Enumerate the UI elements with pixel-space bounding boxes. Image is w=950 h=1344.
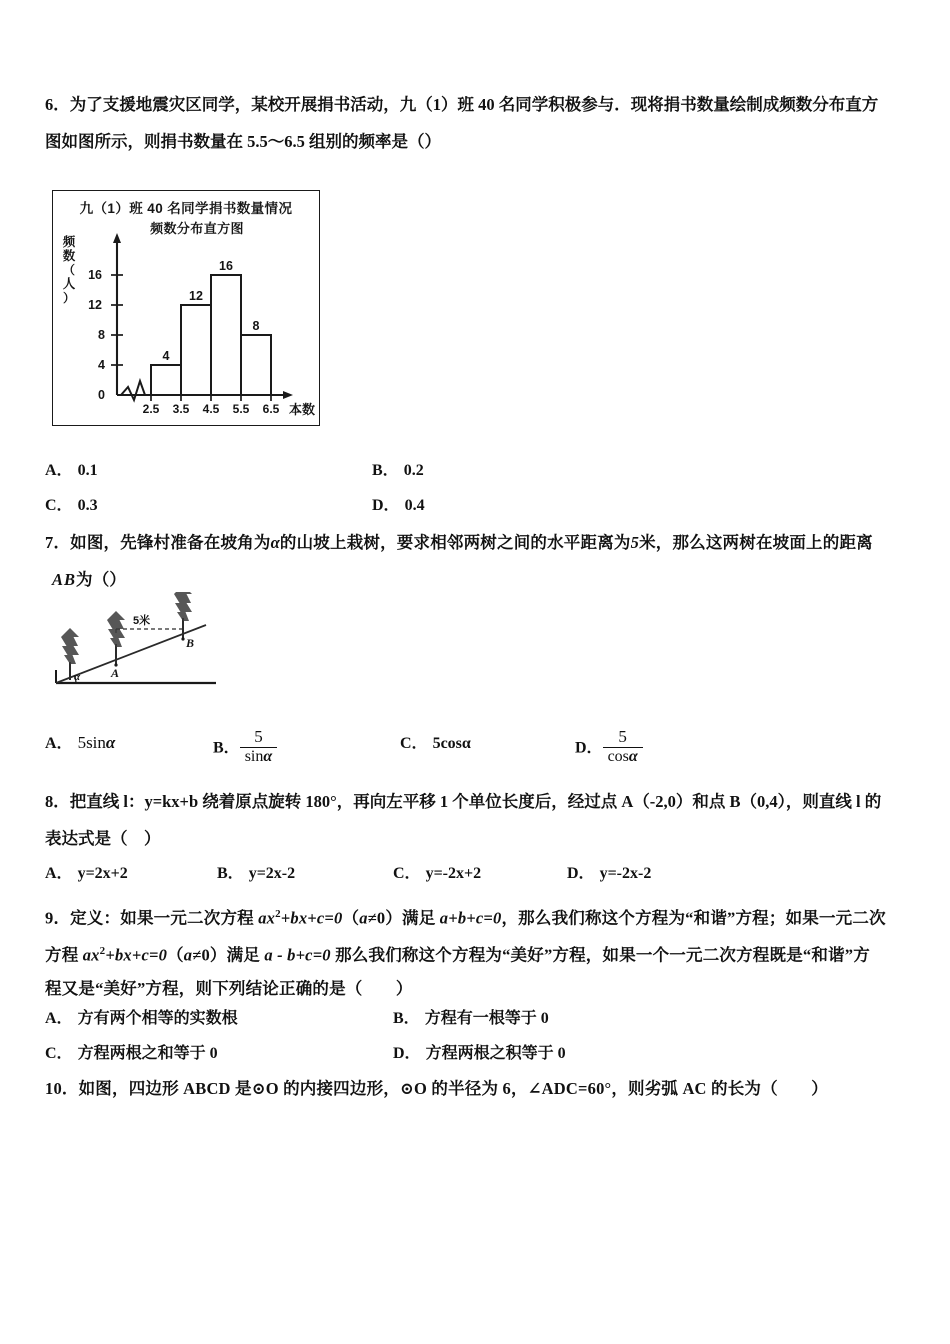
q9-l1-part-a: 9．定义：如果一元二次方程	[45, 908, 259, 928]
option-b-label: B．	[213, 739, 240, 757]
question-9-stem-line-3: 程又是“美好”方程，则下列结论正确的是（ ）	[45, 979, 413, 998]
question-8-line-2: 表达式是（ ）	[45, 829, 161, 848]
option-b-numerator: 5	[240, 728, 278, 748]
q9-l2-eq-a: ax	[82, 945, 100, 965]
option-d-fraction	[603, 728, 643, 766]
option-a-value: 方有两个相等的实数根	[77, 1010, 238, 1027]
question-7-stem-line-1	[45, 524, 873, 561]
slope-distance-label: 5米	[133, 615, 151, 627]
question-9-stem-line-2	[45, 933, 870, 974]
question-8-line-1: 8．把直线 l：y=kx+b 绕着原点旋转 180°，再向左平移 1 个单位长度后，经过点 A（-2,0）和点 B（0,4），则直线 l 的	[45, 792, 882, 811]
q9-l2-part-d: 那么我们称这个方程为“美好”方程，如果一个一元二次方程既是“和谐”方	[330, 945, 870, 965]
option-b-value: 0.2	[403, 462, 424, 479]
option-a-label: A．	[45, 735, 73, 752]
option-b-fraction	[240, 728, 278, 766]
histogram-bar-label-3: 16	[219, 259, 233, 273]
option-a-value: y=2x+2	[77, 865, 128, 882]
histogram-x-tick-4-5: 4.5	[202, 402, 220, 416]
question-9-option-b[interactable]	[393, 1005, 549, 1028]
q9-l2-eq-b: +bx+c=0	[105, 945, 168, 965]
question-6-option-b[interactable]	[372, 457, 424, 480]
q7-distance-number: 5	[630, 533, 640, 552]
q9-l2-part-b: （	[167, 945, 184, 965]
option-a-label: A．	[45, 1010, 73, 1027]
option-b-value: 方程有一根等于 0	[424, 1010, 549, 1027]
q9-l1-part-c: ≠0）满足	[367, 908, 440, 928]
y-axis-char-1: 数	[62, 249, 76, 263]
q7-text-part-b: 的山坡上栽树，要求相邻两树之间的水平距离为	[279, 533, 631, 552]
histogram-y-tick-16: 16	[88, 268, 102, 282]
option-d-label: D．	[393, 1045, 421, 1062]
option-a-label: A．	[45, 462, 73, 479]
option-d-den-alpha: α	[628, 747, 638, 765]
q9-l1-eq-a: ax	[258, 908, 276, 928]
histogram-y-tick-4: 4	[98, 358, 105, 372]
option-b-den-alpha: α	[263, 747, 273, 765]
option-d-value: 0.4	[404, 497, 425, 514]
question-9-option-d[interactable]	[393, 1040, 566, 1063]
histogram-svg	[81, 231, 317, 421]
question-8-option-b[interactable]	[217, 860, 295, 883]
option-c-label: C．	[45, 1045, 73, 1062]
q9-l2-part-a: 方程	[45, 945, 83, 965]
y-axis-char-3: 人	[62, 277, 76, 291]
figure-frequency-histogram	[52, 190, 320, 426]
question-6-line-1: 6．为了支援地震灾区同学，某校开展捐书活动，九（1）班 40 名同学积极参与．现将捐书数量绘制成频数分布直方	[45, 95, 879, 114]
option-c-value: 0.3	[77, 497, 98, 514]
histogram-y-tick-0: 0	[98, 388, 105, 402]
option-a-value: 0.1	[77, 462, 98, 479]
figure-slope-with-trees	[38, 592, 253, 697]
histogram-y-axis-label	[59, 235, 79, 305]
option-b-denominator	[240, 748, 278, 766]
question-9-option-c[interactable]	[45, 1040, 218, 1063]
question-8-stem	[45, 783, 923, 857]
q9-l1-part-b: （	[342, 908, 360, 928]
option-a-value: 5sin	[77, 733, 106, 752]
option-b-label: B．	[393, 1010, 420, 1027]
q9-l2-var-a: a	[183, 945, 193, 965]
option-d-label: D．	[575, 739, 603, 757]
option-c-label: C．	[400, 735, 428, 752]
option-c-label: C．	[393, 865, 421, 882]
q7-alpha-symbol: α	[270, 533, 280, 552]
option-a-label: A．	[45, 865, 73, 882]
histogram-x-tick-3-5: 3.5	[172, 402, 190, 416]
option-b-label: B．	[372, 462, 399, 479]
q9-l1-eq-b: +bx+c=0	[280, 908, 343, 928]
question-7-option-c[interactable]	[400, 730, 471, 753]
q7-segment-ab: AB	[52, 570, 77, 589]
question-10-stem-line-1: 10．如图，四边形 ABCD 是⊙O 的内接四边形，⊙O 的半径为 6，∠ADC=60°，则劣弧 AC 的长为（ ）	[45, 1079, 828, 1098]
option-b-den-text: sin	[244, 747, 264, 765]
question-9-stem-line-1	[45, 896, 886, 937]
histogram-y-tick-12: 12	[88, 298, 102, 312]
histogram-x-tick-5-5: 5.5	[232, 402, 250, 416]
question-8-option-d[interactable]	[567, 860, 651, 883]
q7-text-part-c: 米，那么这两树在坡面上的距离	[639, 533, 873, 552]
slope-diagram-svg	[38, 592, 253, 697]
question-9-option-a[interactable]	[45, 1005, 238, 1028]
question-6-option-d[interactable]	[372, 492, 425, 515]
option-d-label: D．	[372, 497, 400, 514]
option-b-value: y=2x-2	[248, 865, 296, 882]
histogram-y-tick-8: 8	[98, 328, 105, 342]
option-c-value: y=-2x+2	[425, 865, 482, 882]
option-d-numerator: 5	[603, 728, 643, 748]
question-7-option-d[interactable]	[575, 727, 643, 768]
question-6-option-c[interactable]	[45, 492, 98, 515]
slope-point-label-a: A	[111, 666, 120, 680]
q7-line2-rest: 为（）	[76, 570, 127, 589]
q9-l2-superscript: 2	[99, 945, 106, 957]
question-7-option-b[interactable]	[213, 727, 277, 768]
q9-l1-var-a: a	[359, 908, 368, 928]
question-6-line-2: 图如图所示，则捐书数量在 5.5～6.5 组别的频率是（）	[45, 132, 441, 151]
question-7-options-row	[45, 726, 925, 766]
question-8-option-a[interactable]	[45, 860, 128, 883]
histogram-title-line-1: 九（1）班 40 名同学捐书数量情况	[79, 201, 293, 216]
histogram-bar-label-2: 12	[189, 289, 203, 303]
histogram-bar-label-1: 4	[162, 349, 170, 363]
slope-angle-label-alpha: α	[74, 671, 81, 683]
histogram-plot-area	[81, 231, 317, 421]
question-8-option-c[interactable]	[393, 860, 481, 883]
y-axis-char-0: 频	[62, 235, 76, 249]
option-d-denominator	[603, 748, 643, 766]
option-c-label: C．	[45, 497, 73, 514]
option-c-value: 方程两根之和等于 0	[77, 1045, 218, 1062]
q9-l1-part-d: ，那么我们称这个方程为“和谐”方程；如果一元二次	[501, 908, 886, 928]
histogram-title-line-2: 频数分布直方图	[150, 221, 244, 236]
y-axis-char-2: （	[62, 263, 75, 277]
y-axis-char-4: ）	[62, 291, 75, 305]
histogram-bar-label-4: 8	[252, 319, 260, 333]
q9-l1-superscript: 2	[275, 908, 281, 920]
histogram-x-tick-6-5: 6.5	[262, 402, 280, 416]
histogram-x-tick-2-5: 2.5	[142, 402, 160, 416]
option-d-value: y=-2x-2	[599, 865, 652, 882]
slope-point-label-b: B	[186, 636, 195, 650]
question-7-option-a[interactable]	[45, 730, 115, 753]
option-b-label: B．	[217, 865, 244, 882]
q9-l1-condition: a+b+c=0	[439, 908, 502, 928]
histogram-x-axis-label: 本数	[289, 402, 316, 417]
question-6-option-a[interactable]	[45, 457, 98, 480]
option-d-value: 方程两根之积等于 0	[425, 1045, 566, 1062]
q9-l2-condition: a - b+c=0	[264, 945, 331, 965]
option-d-label: D．	[567, 865, 595, 882]
option-c-value: 5cosα	[432, 735, 471, 752]
option-d-den-text: cos	[607, 747, 629, 765]
question-6-stem	[45, 86, 923, 160]
option-a-alpha: α	[105, 733, 116, 752]
q7-text-part-a: 7．如图，先锋村准备在坡角为	[45, 533, 271, 552]
q9-l2-part-c: ≠0）满足	[192, 945, 265, 965]
